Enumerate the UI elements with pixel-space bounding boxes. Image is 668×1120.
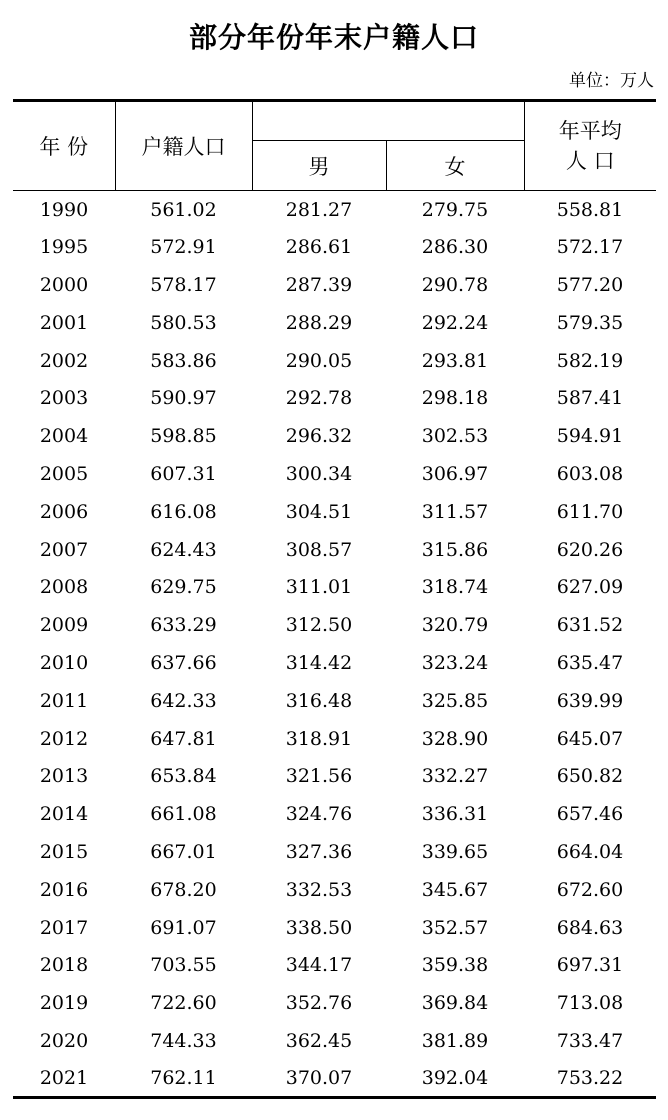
cell-female: 279.75 — [421, 198, 489, 221]
cell-year: 2012 — [39, 727, 89, 750]
cell-male: 352.76 — [285, 992, 353, 1015]
table-row — [13, 644, 656, 682]
cell-female: 315.86 — [421, 538, 489, 561]
cell-female: 306.97 — [421, 462, 489, 485]
cell-female: 323.24 — [421, 651, 489, 674]
cell-total: 691.07 — [150, 916, 217, 939]
cell-female: 369.84 — [421, 992, 489, 1015]
cell-average: 611.70 — [556, 500, 624, 523]
cell-female: 352.57 — [421, 916, 489, 939]
cell-year: 2017 — [39, 916, 89, 939]
header-total: 户籍人口 — [115, 101, 252, 191]
cell-male: 321.56 — [285, 765, 353, 788]
table-row — [13, 379, 656, 417]
header-average-line2: 人 口 — [565, 149, 615, 173]
cell-total: 624.43 — [150, 538, 217, 561]
cell-year: 2003 — [39, 387, 89, 410]
cell-year: 2009 — [39, 614, 89, 637]
population-table — [13, 99, 656, 1099]
cell-female: 318.74 — [421, 576, 489, 599]
table-row — [13, 720, 656, 758]
cell-total: 616.08 — [150, 500, 217, 523]
cell-male: 344.17 — [285, 954, 353, 977]
header-male: 男 — [252, 141, 386, 191]
cell-female: 325.85 — [421, 689, 489, 712]
cell-total: 653.84 — [150, 765, 217, 788]
cell-total: 561.02 — [150, 198, 217, 221]
cell-total: 598.85 — [150, 425, 217, 448]
cell-female: 345.67 — [421, 878, 489, 901]
cell-year: 2021 — [13, 1060, 115, 1098]
cell-year: 2004 — [39, 425, 89, 448]
cell-average: 620.26 — [556, 538, 624, 561]
cell-female: 320.79 — [421, 614, 489, 637]
cell-year: 2019 — [39, 992, 89, 1015]
cell-male: 296.32 — [285, 425, 353, 448]
cell-total: 607.31 — [150, 462, 217, 485]
cell-year: 2015 — [39, 840, 89, 863]
cell-year: 2014 — [39, 803, 89, 826]
table-row — [13, 568, 656, 606]
cell-year: 2001 — [39, 311, 89, 334]
cell-female: 292.24 — [421, 311, 489, 334]
cell-average: 635.47 — [556, 651, 624, 674]
cell-male: 338.50 — [285, 916, 353, 939]
cell-total: 629.75 — [150, 576, 217, 599]
header-average-line1: 年平均 — [558, 119, 622, 143]
cell-total: 744.33 — [150, 1029, 217, 1052]
table-row — [13, 606, 656, 644]
cell-average: 587.41 — [556, 387, 624, 410]
cell-male: 286.61 — [285, 236, 353, 259]
cell-average: 582.19 — [556, 349, 624, 372]
cell-average: 733.47 — [556, 1029, 624, 1052]
cell-average: 753.22 — [524, 1060, 656, 1098]
cell-male: 362.45 — [285, 1029, 353, 1052]
cell-year: 2011 — [39, 689, 89, 712]
cell-year: 2018 — [39, 954, 89, 977]
cell-female: 286.30 — [421, 236, 489, 259]
table-row — [13, 493, 656, 531]
table-row — [13, 871, 656, 909]
cell-total: 703.55 — [150, 954, 217, 977]
cell-male: 370.07 — [252, 1060, 386, 1098]
table-row — [13, 266, 656, 304]
cell-average: 594.91 — [556, 425, 624, 448]
cell-male: 308.57 — [285, 538, 353, 561]
cell-total: 647.81 — [150, 727, 217, 750]
table-row — [13, 1060, 656, 1098]
table-row — [13, 455, 656, 493]
cell-male: 324.76 — [285, 803, 353, 826]
unit-label: 单位：万人 — [569, 71, 654, 91]
cell-total: 590.97 — [150, 387, 217, 410]
cell-year: 2010 — [39, 651, 89, 674]
cell-female: 302.53 — [421, 425, 489, 448]
cell-female: 290.78 — [421, 273, 489, 296]
table-row — [13, 833, 656, 871]
table-row — [13, 984, 656, 1022]
cell-total: 762.11 — [115, 1060, 252, 1098]
cell-male: 312.50 — [285, 614, 353, 637]
cell-female: 339.65 — [421, 840, 489, 863]
cell-average: 572.17 — [556, 236, 624, 259]
cell-average: 684.63 — [556, 916, 624, 939]
table-row — [13, 191, 656, 229]
table-row — [13, 531, 656, 569]
cell-average: 639.99 — [556, 689, 624, 712]
cell-year: 2006 — [39, 500, 89, 523]
table-row — [13, 757, 656, 795]
cell-total: 637.66 — [150, 651, 217, 674]
table-row — [13, 1022, 656, 1060]
cell-male: 281.27 — [285, 198, 353, 221]
table-row — [13, 417, 656, 455]
table-row — [13, 909, 656, 947]
cell-average: 603.08 — [556, 462, 624, 485]
cell-average: 664.04 — [556, 840, 624, 863]
cell-average: 577.20 — [556, 273, 624, 296]
cell-average: 697.31 — [556, 954, 624, 977]
cell-average: 631.52 — [556, 614, 624, 637]
table-header — [13, 101, 656, 191]
cell-male: 288.29 — [285, 311, 353, 334]
header-average — [524, 101, 656, 191]
cell-total: 580.53 — [150, 311, 217, 334]
cell-total: 678.20 — [150, 878, 217, 901]
cell-male: 316.48 — [285, 689, 353, 712]
cell-total: 667.01 — [150, 840, 217, 863]
cell-male: 318.91 — [285, 727, 353, 750]
cell-female: 336.31 — [421, 803, 489, 826]
cell-female: 298.18 — [421, 387, 489, 410]
cell-year: 2005 — [39, 462, 89, 485]
cell-total: 583.86 — [150, 349, 217, 372]
cell-average: 650.82 — [556, 765, 624, 788]
cell-male: 304.51 — [285, 500, 353, 523]
cell-female: 328.90 — [421, 727, 489, 750]
table-row — [13, 946, 656, 984]
cell-year: 2016 — [39, 878, 89, 901]
cell-male: 327.36 — [285, 840, 353, 863]
cell-total: 642.33 — [150, 689, 217, 712]
header-gender-group — [252, 101, 524, 141]
cell-total: 572.91 — [150, 236, 217, 259]
cell-male: 314.42 — [285, 651, 353, 674]
cell-male: 292.78 — [285, 387, 353, 410]
cell-male: 290.05 — [285, 349, 353, 372]
cell-average: 713.08 — [556, 992, 624, 1015]
cell-male: 300.34 — [285, 462, 353, 485]
page-title: 部分年份年末户籍人口 — [188, 21, 479, 54]
cell-year: 2008 — [39, 576, 89, 599]
table-row — [13, 795, 656, 833]
cell-female: 332.27 — [421, 765, 489, 788]
cell-average: 672.60 — [556, 878, 624, 901]
cell-male: 332.53 — [285, 878, 353, 901]
table-row — [13, 228, 656, 266]
table-row — [13, 682, 656, 720]
cell-year: 2013 — [39, 765, 89, 788]
table-row — [13, 304, 656, 342]
cell-average: 579.35 — [556, 311, 624, 334]
table-body — [13, 191, 656, 1098]
cell-average: 645.07 — [556, 727, 624, 750]
header-female: 女 — [386, 141, 524, 191]
cell-female: 293.81 — [421, 349, 489, 372]
cell-year: 2000 — [39, 273, 89, 296]
cell-year: 1990 — [39, 198, 89, 221]
table-row — [13, 342, 656, 380]
cell-female: 381.89 — [421, 1029, 489, 1052]
cell-average: 657.46 — [556, 803, 624, 826]
cell-total: 633.29 — [150, 614, 217, 637]
cell-total: 578.17 — [150, 273, 217, 296]
cell-male: 287.39 — [285, 273, 353, 296]
header-year: 年 份 — [13, 101, 115, 191]
cell-year: 2007 — [39, 538, 89, 561]
cell-female: 311.57 — [421, 500, 489, 523]
cell-average: 558.81 — [556, 198, 624, 221]
cell-year: 2020 — [39, 1029, 89, 1052]
cell-female: 359.38 — [421, 954, 489, 977]
cell-female: 392.04 — [386, 1060, 524, 1098]
cell-male: 311.01 — [285, 576, 353, 599]
cell-total: 722.60 — [150, 992, 217, 1015]
cell-total: 661.08 — [150, 803, 217, 826]
cell-year: 2002 — [39, 349, 89, 372]
cell-average: 627.09 — [556, 576, 624, 599]
cell-year: 1995 — [39, 236, 89, 259]
